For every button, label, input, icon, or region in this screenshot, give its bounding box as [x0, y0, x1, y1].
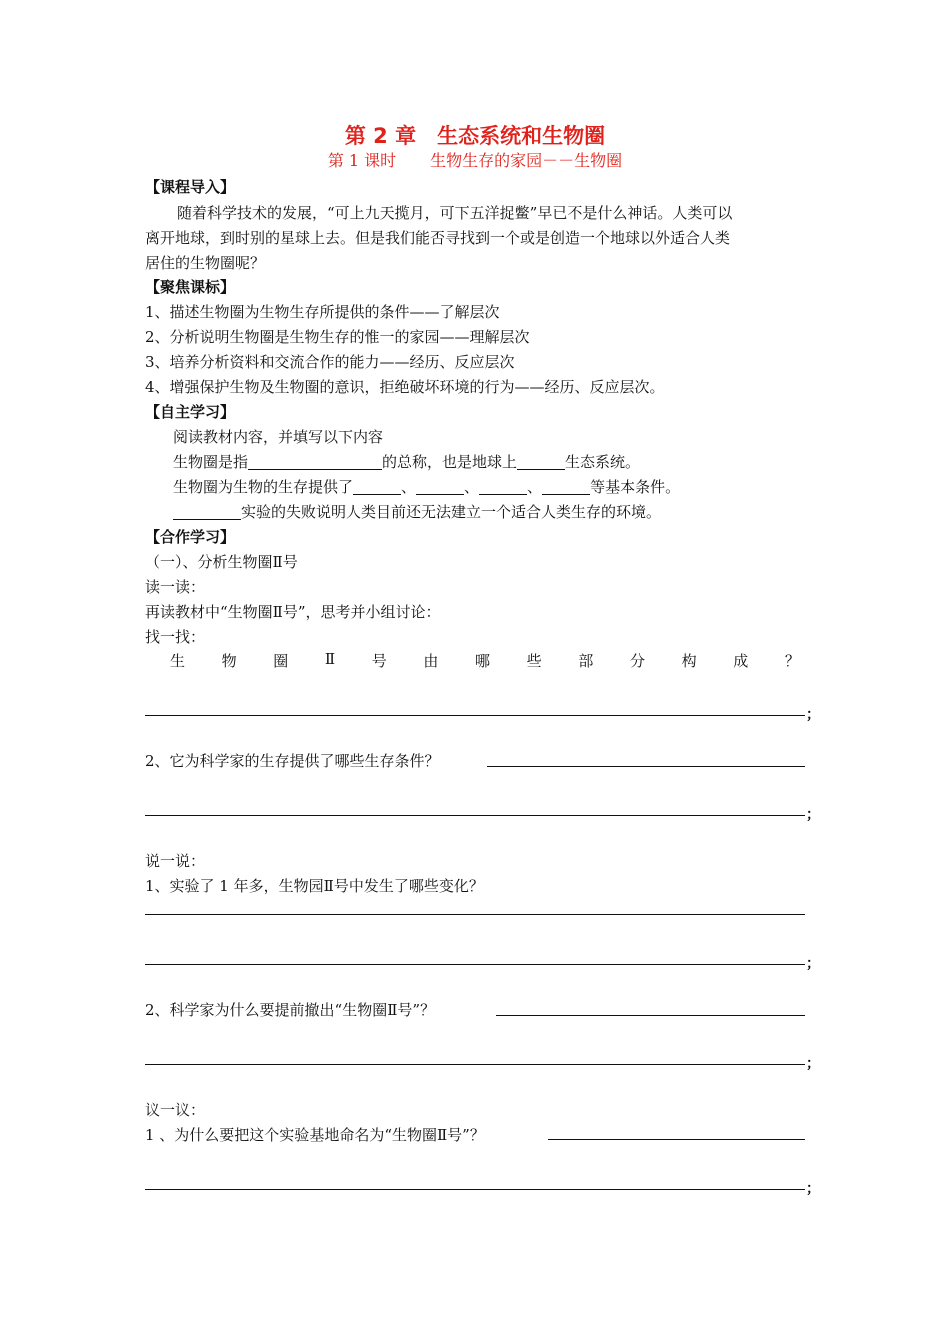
- fill-question-3: [145, 501, 838, 523]
- fill-blank[interactable]: [479, 479, 527, 495]
- semicolon: ；: [806, 1056, 820, 1072]
- semicolon: ；: [806, 707, 820, 723]
- intro-paragraph-line-3: 居住的生物圈呢？: [145, 254, 266, 272]
- self-study-instruction: 阅读教材内容，并填写以下内容: [173, 428, 384, 446]
- find-question-1: [170, 650, 800, 671]
- intro-paragraph-line-1: 随着科学技术的发展，“可上九天揽月，可下五洋捉鳖”早已不是什么神话。人类可以: [177, 204, 733, 222]
- answer-line[interactable]: [145, 964, 805, 965]
- read-task: 再读教材中“生物圈Ⅱ号”，思考并小组讨论：: [145, 603, 441, 621]
- fill-blank[interactable]: [517, 454, 565, 470]
- lesson-number: 第 1 课时: [327, 151, 397, 170]
- coop-section-title: （一）、分析生物圈Ⅱ号: [145, 553, 298, 571]
- fill-q3-text: 实验的失败说明人类目前还无法建立一个适合人类生存的环境。: [241, 503, 662, 521]
- answer-line[interactable]: [496, 1015, 805, 1016]
- say-question-2: 2、科学家为什么要提前撤出“生物圈Ⅱ号”？: [145, 1001, 436, 1019]
- goal-item-3: 3、培养分析资料和交流合作的能力——经历、反应层次: [145, 353, 515, 371]
- say-label: 说一说：: [145, 852, 206, 870]
- fill-blank[interactable]: [416, 479, 464, 495]
- separator: 、: [464, 478, 480, 496]
- goal-item-2: 2、分析说明生物圈是生物生存的惟一的家园——理解层次: [145, 328, 530, 346]
- lesson-topic: 生物生存的家园－－生物圈: [430, 151, 623, 170]
- answer-line[interactable]: [145, 1189, 805, 1190]
- fill-q1-text-c: 生态系统。: [565, 453, 641, 471]
- answer-line[interactable]: [145, 914, 805, 915]
- fill-q1-text-b: 的总称，也是地球上: [382, 453, 518, 471]
- answer-line[interactable]: [487, 766, 805, 767]
- question-char: Ⅱ: [324, 650, 336, 668]
- find-question-2: 2、它为科学家的生存提供了哪些生存条件？: [145, 752, 440, 770]
- goals-heading: 【聚焦课标】: [145, 278, 236, 296]
- question-char: 成: [733, 652, 749, 670]
- lesson-subtitle: [0, 150, 950, 172]
- separator: 、: [527, 478, 543, 496]
- semicolon: ；: [806, 1181, 820, 1197]
- question-char: 由: [423, 652, 439, 670]
- answer-line[interactable]: [145, 1064, 805, 1065]
- fill-q2-text-end: 等基本条件。: [590, 478, 681, 496]
- question-char: 物: [221, 652, 237, 670]
- semicolon: ；: [806, 807, 820, 823]
- fill-q1-text-a: 生物圈是指: [173, 453, 249, 471]
- chapter-title: 第 2 章 生态系统和生物圈: [344, 124, 606, 148]
- say-question-1: 1、实验了 1 年多，生物园Ⅱ号中发生了哪些变化？: [145, 877, 484, 895]
- read-label: 读一读：: [145, 578, 206, 596]
- coop-heading: 【合作学习】: [145, 528, 236, 546]
- discuss-label: 议一议：: [145, 1101, 206, 1119]
- question-char: 部: [578, 652, 594, 670]
- question-char: 圈: [273, 652, 289, 670]
- discuss-question-1: 1 、为什么要把这个实验基地命名为“生物圈Ⅱ号”？: [145, 1126, 485, 1144]
- intro-paragraph-line-2: 离开地球，到时别的星球上去。但是我们能否寻找到一个或是创造一个地球以外适合人类: [145, 229, 731, 247]
- answer-line[interactable]: [145, 815, 805, 816]
- separator: 、: [401, 478, 417, 496]
- fill-blank[interactable]: [248, 454, 382, 470]
- intro-heading: 【课程导入】: [145, 178, 236, 196]
- semicolon: ；: [806, 956, 820, 972]
- question-char: 些: [526, 652, 542, 670]
- fill-question-2: [145, 476, 838, 498]
- fill-blank[interactable]: [353, 479, 401, 495]
- question-char: 构: [681, 652, 697, 670]
- self-study-heading: 【自主学习】: [145, 403, 236, 421]
- question-char: ？: [784, 652, 800, 670]
- answer-line[interactable]: [145, 715, 805, 716]
- question-char: 哪: [475, 652, 491, 670]
- goal-item-1: 1、描述生物圈为生物生存所提供的条件——了解层次: [145, 303, 500, 321]
- fill-blank[interactable]: [542, 479, 590, 495]
- goal-item-4: 4、增强保护生物及生物圈的意识，拒绝破坏环境的行为——经历、反应层次。: [145, 378, 665, 396]
- question-char: 生: [170, 652, 186, 670]
- answer-line[interactable]: [548, 1139, 805, 1140]
- fill-blank[interactable]: [173, 504, 241, 520]
- find-label: 找一找：: [145, 628, 206, 646]
- fill-question-1: [145, 451, 838, 473]
- question-char: 号: [371, 652, 387, 670]
- fill-q2-text-a: 生物圈为生物的生存提供了: [173, 478, 354, 496]
- question-char: 分: [629, 652, 645, 670]
